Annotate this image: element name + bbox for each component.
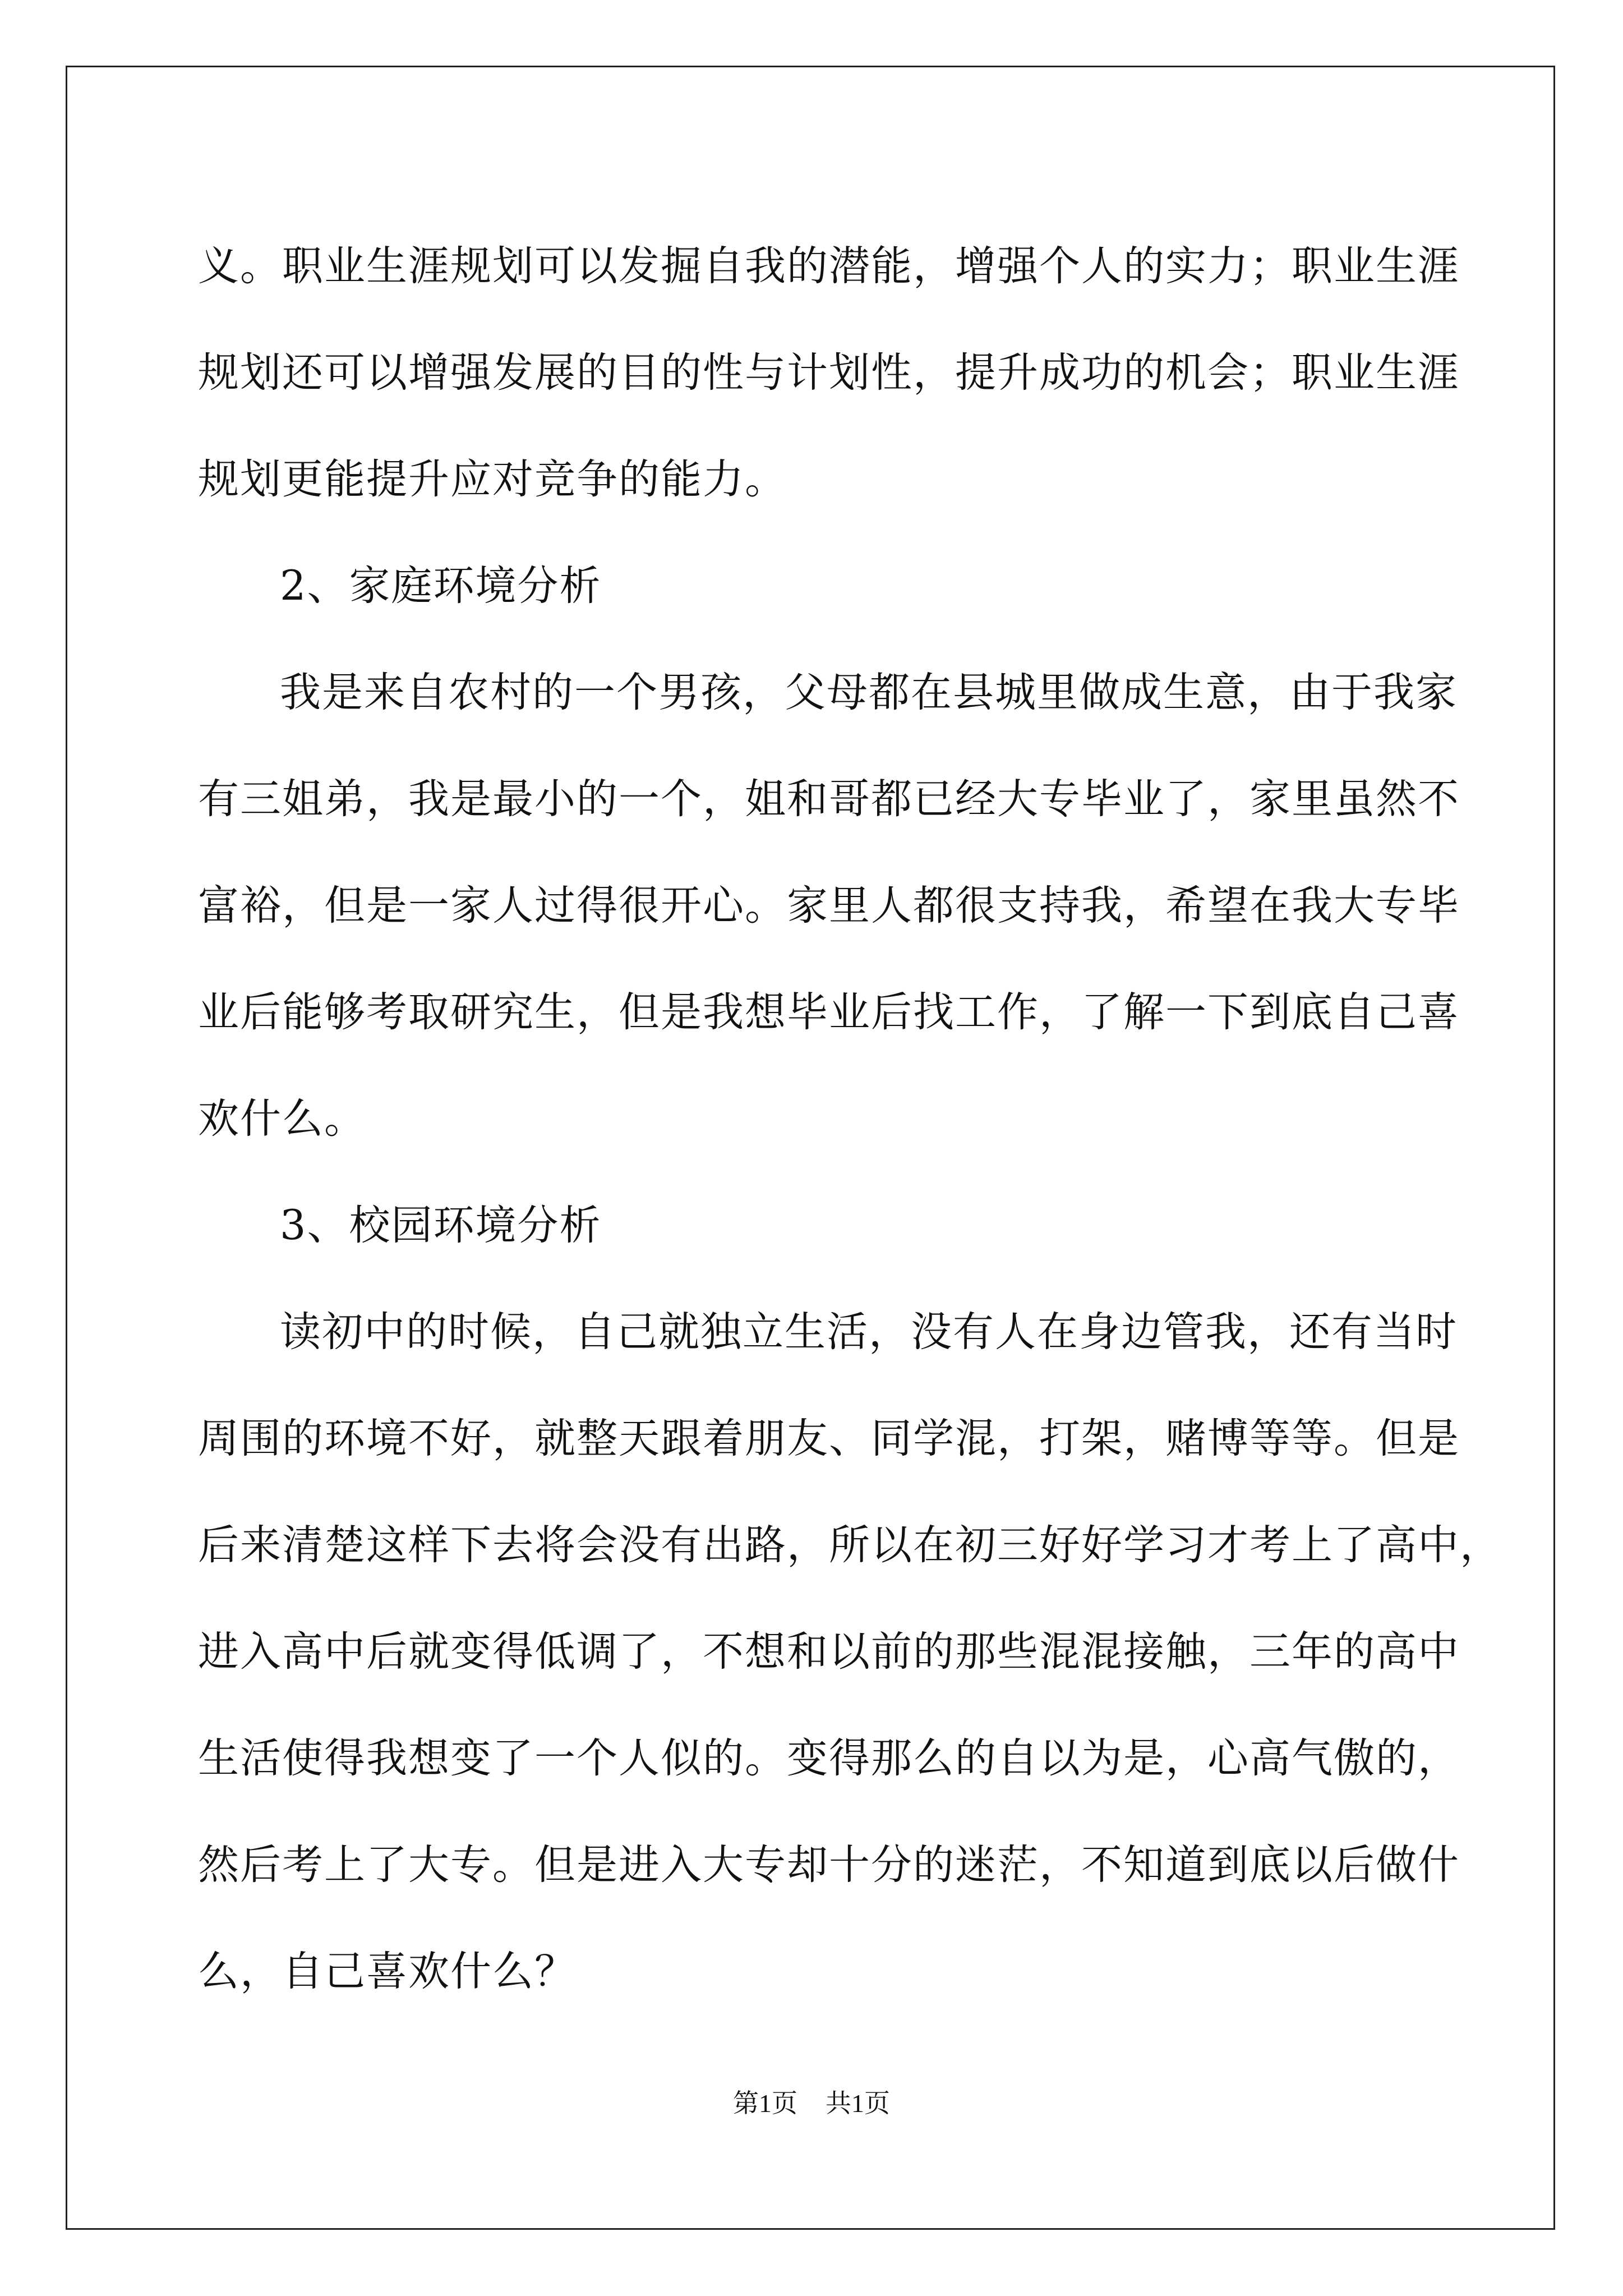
- paragraph-line: 么，自己喜欢什么？: [198, 1948, 577, 1995]
- paragraph-line: 后来清楚这样下去将会没有出路，所以在初三好好学习才考上了高中，: [198, 1521, 1502, 1569]
- paragraph-line: 业后能够考取研究生，但是我想毕业后找工作，了解一下到底自己喜: [198, 988, 1460, 1036]
- paragraph-line: 读初中的时候，自己就独立生活，没有人在身边管我，还有当时: [280, 1308, 1458, 1356]
- paragraph-line: 义。职业生涯规划可以发掘自我的潜能，增强个人的实力；职业生涯: [198, 242, 1460, 290]
- page-total: 共1页: [826, 2089, 890, 2118]
- section-heading-family: 2、家庭环境分析: [280, 562, 602, 610]
- page-footer: [0, 2087, 1623, 2120]
- page-number: 第1页: [733, 2089, 797, 2118]
- paragraph-line: 有三姐弟，我是最小的一个，姐和哥都已经大专毕业了，家里虽然不: [198, 775, 1460, 823]
- paragraph-line: 周围的环境不好，就整天跟着朋友、同学混，打架，赌博等等。但是: [198, 1415, 1460, 1462]
- paragraph-line: 规划更能提升应对竞争的能力。: [198, 455, 787, 503]
- paragraph-line: 生活使得我想变了一个人似的。变得那么的自以为是，心高气傲的，: [198, 1734, 1460, 1782]
- paragraph-line: 进入高中后就变得低调了，不想和以前的那些混混接触，三年的高中: [198, 1628, 1460, 1676]
- paragraph-line: 富裕，但是一家人过得很开心。家里人都很支持我，希望在我大专毕: [198, 882, 1460, 930]
- paragraph-line: 欢什么。: [198, 1095, 366, 1143]
- paragraph-line: 规划还可以增强发展的目的性与计划性，提升成功的机会；职业生涯: [198, 349, 1460, 397]
- document-body: [198, 213, 1502, 2025]
- section-heading-campus: 3、校园环境分析: [280, 1202, 602, 1249]
- paragraph-line: 我是来自农村的一个男孩，父母都在县城里做成生意，由于我家: [280, 669, 1458, 716]
- paragraph-line: 然后考上了大专。但是进入大专却十分的迷茫，不知道到底以后做什: [198, 1841, 1460, 1889]
